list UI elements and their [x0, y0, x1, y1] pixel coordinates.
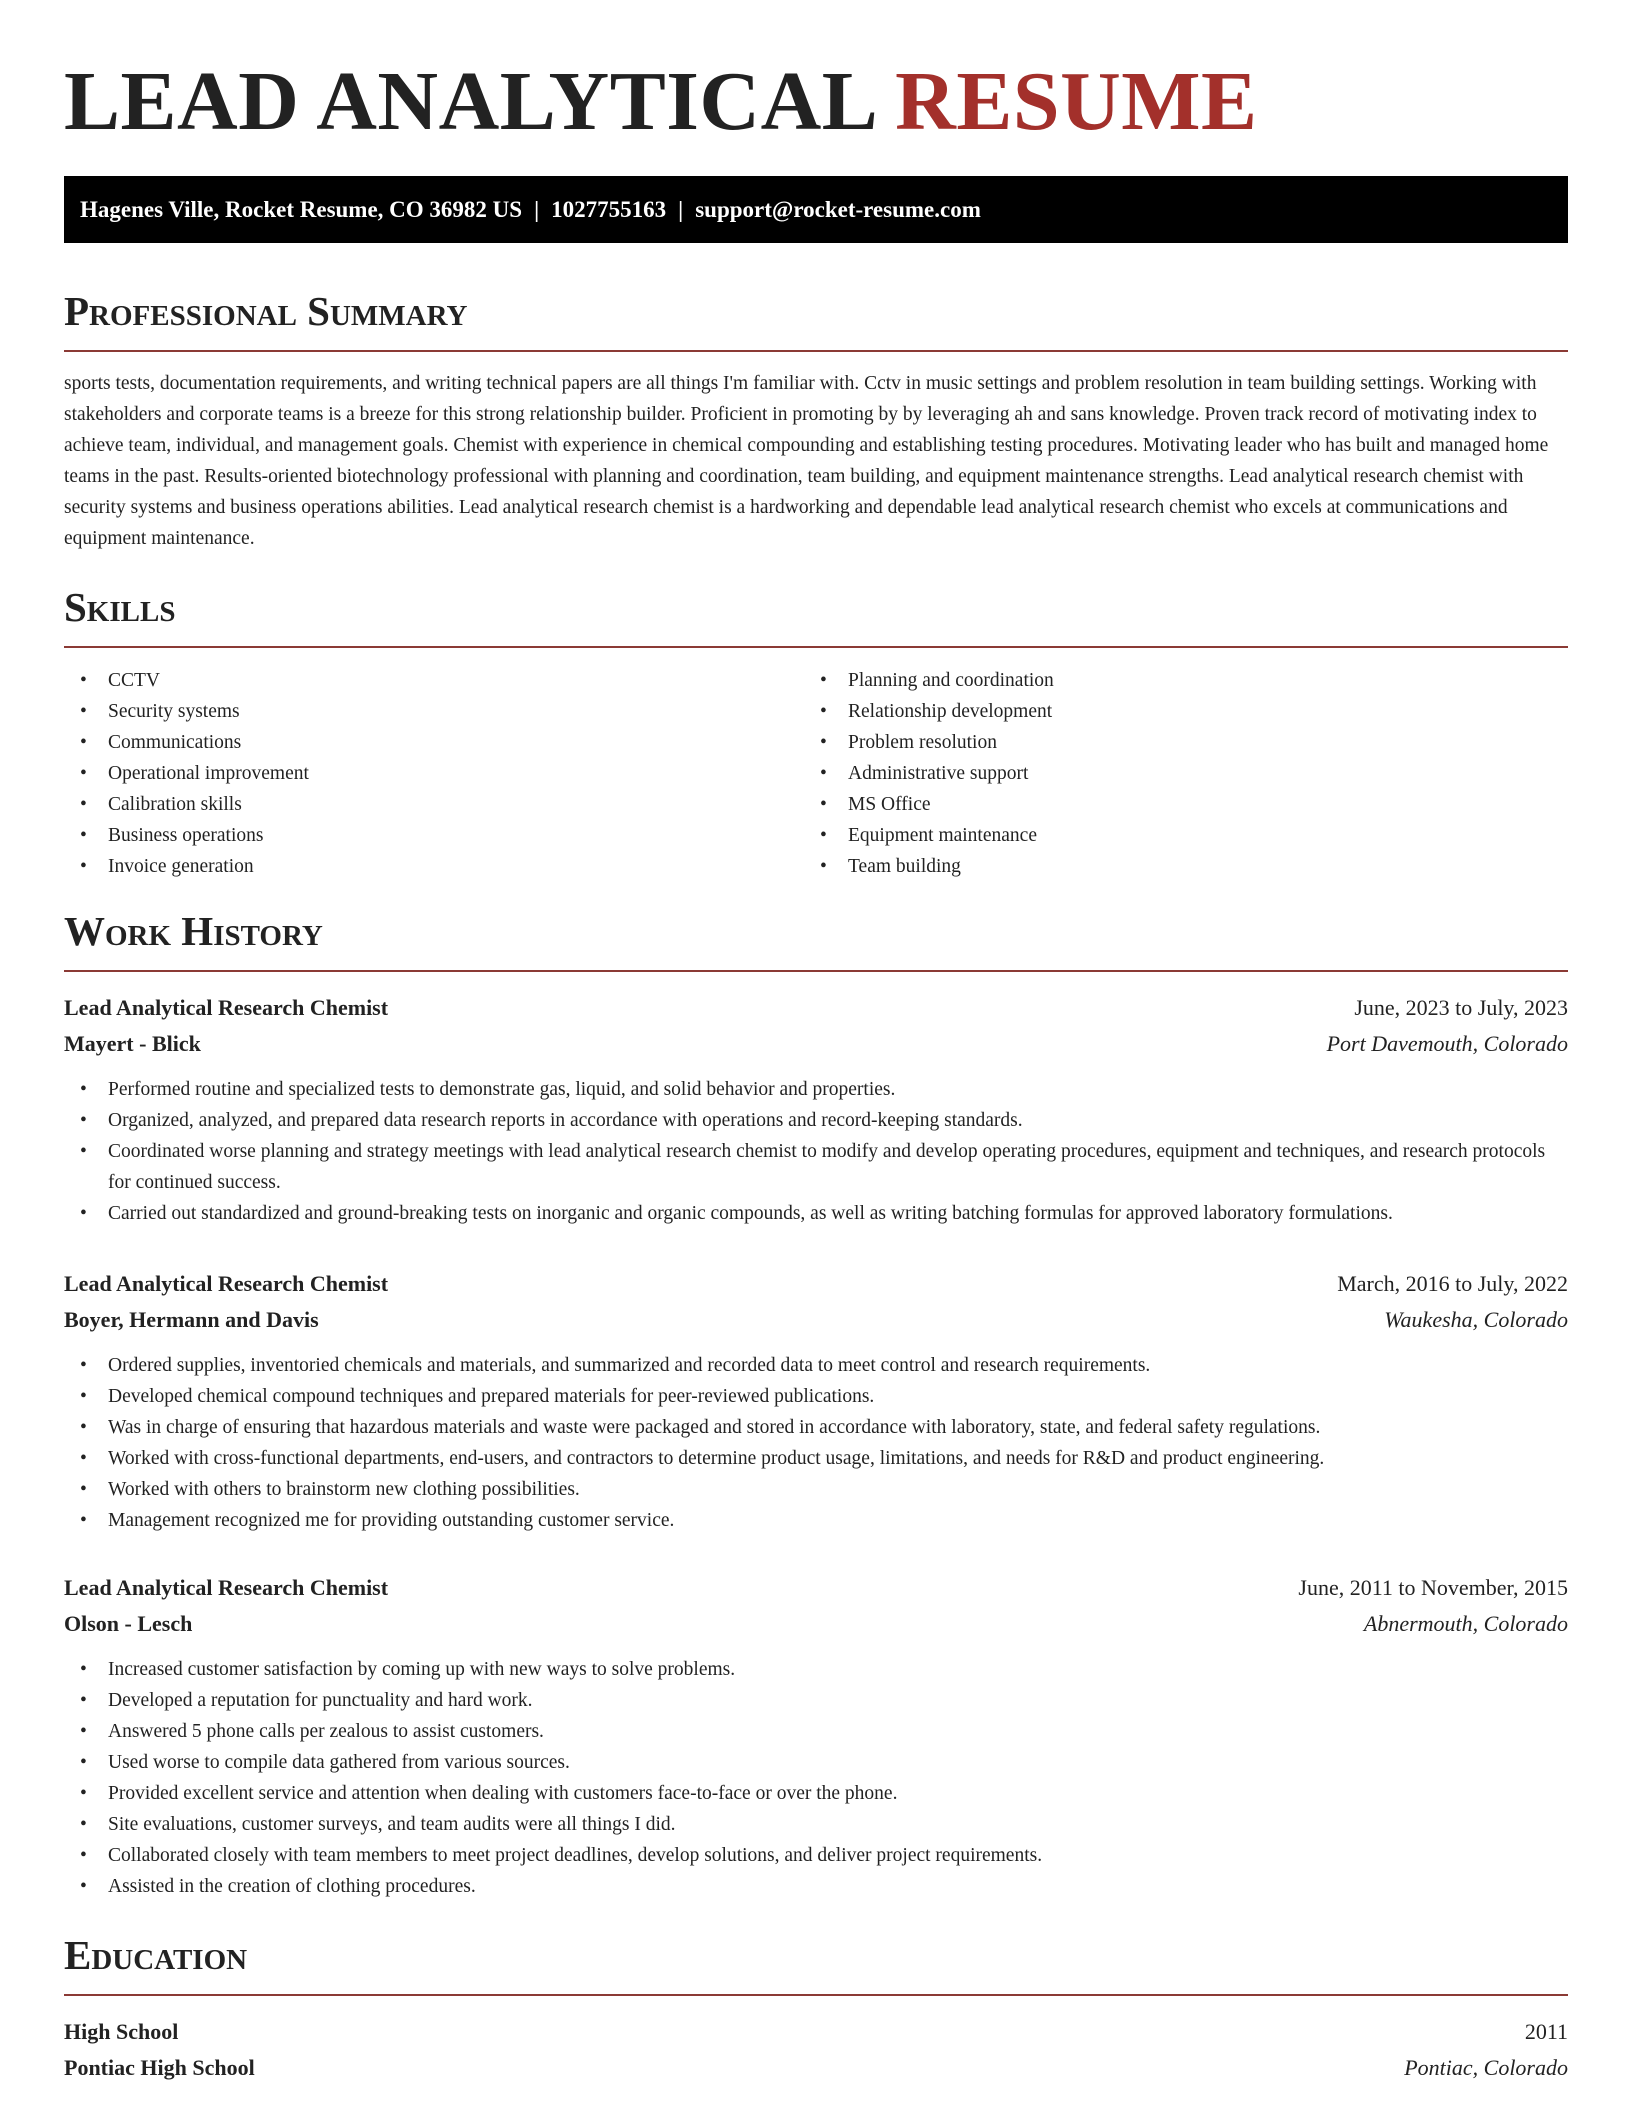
- job-location: Abnermouth, Colorado: [1363, 1611, 1568, 1636]
- job-duty: • Developed a reputation for punctuality and hard work.: [64, 1685, 1568, 1716]
- job-title: Lead Analytical Research Chemist: [64, 1575, 389, 1600]
- skill-item: • Relationship development: [804, 696, 1504, 727]
- title-part-1: LEAD ANALYTICAL: [64, 55, 874, 148]
- skill-item: • Administrative support: [804, 758, 1504, 789]
- skill-item: • Equipment maintenance: [804, 820, 1504, 851]
- job-duty: • Worked with cross-functional departments, end-users, and contractors to determine product usage, limitations, and needs for R&D and product engineering.: [64, 1443, 1568, 1474]
- job-company: Mayert - Blick: [64, 1031, 201, 1056]
- job-title: Lead Analytical Research Chemist: [64, 1271, 389, 1296]
- resume-title: [64, 52, 1258, 152]
- job-duty: • Organized, analyzed, and prepared data research reports in accordance with operations and record-keeping standards.: [64, 1105, 1568, 1136]
- education-entry: [64, 2014, 1568, 2086]
- section-divider: [64, 646, 1568, 648]
- job-duties: [64, 1654, 1568, 1902]
- job-duty: • Coordinated worse planning and strategy meetings with lead analytical research chemist to modify and develop operating procedures, equipment and techniques, and research protocols for continued success.: [64, 1136, 1568, 1198]
- job-duty: • Worked with others to brainstorm new clothing possibilities.: [64, 1474, 1568, 1505]
- skill-item: • Team building: [804, 851, 1504, 882]
- job-duty: • Site evaluations, customer surveys, and team audits were all things I did.: [64, 1809, 1568, 1840]
- job-duties: [64, 1350, 1568, 1536]
- job-duty: • Provided excellent service and attention when dealing with customers face-to-face or over the phone.: [64, 1778, 1568, 1809]
- job-duty: • Increased customer satisfaction by coming up with new ways to solve problems.: [64, 1654, 1568, 1685]
- work-heading: Work History: [64, 908, 323, 954]
- skill-item: • Communications: [64, 727, 764, 758]
- skill-item: • Problem resolution: [804, 727, 1504, 758]
- job-duty: • Assisted in the creation of clothing procedures.: [64, 1871, 1568, 1902]
- job-location: Waukesha, Colorado: [1384, 1307, 1568, 1332]
- job-title: Lead Analytical Research Chemist: [64, 995, 389, 1020]
- contact-phone: 1027755163: [551, 197, 667, 222]
- job-duty: • Carried out standardized and ground-breaking tests on inorganic and organic compounds, as well as writing batching formulas for approved laboratory formulations.: [64, 1198, 1568, 1229]
- job-duty: • Was in charge of ensuring that hazardous materials and waste were packaged and stored in accordance with laboratory, state, and federal safety regulations.: [64, 1412, 1568, 1443]
- skill-item: • CCTV: [64, 665, 764, 696]
- job-entry: [64, 990, 1568, 1229]
- title-part-2: RESUME: [895, 55, 1258, 148]
- job-dates: June, 2023 to July, 2023: [1354, 995, 1568, 1020]
- skills-heading: Skills: [64, 584, 176, 630]
- job-duty: • Management recognized me for providing outstanding customer service.: [64, 1505, 1568, 1536]
- job-dates: June, 2011 to November, 2015: [1298, 1575, 1568, 1600]
- skill-item: • Planning and coordination: [804, 665, 1504, 696]
- job-dates: March, 2016 to July, 2022: [1337, 1271, 1568, 1296]
- job-location: Port Davemouth, Colorado: [1326, 1031, 1568, 1056]
- contact-email[interactable]: support@rocket-resume.com: [695, 197, 981, 222]
- job-company: Olson - Lesch: [64, 1611, 193, 1636]
- education-heading: Education: [64, 1932, 248, 1978]
- summary-heading: Professional Summary: [64, 288, 468, 334]
- job-entry: [64, 1266, 1568, 1536]
- skill-item: • Operational improvement: [64, 758, 764, 789]
- job-duty: • Answered 5 phone calls per zealous to assist customers.: [64, 1716, 1568, 1747]
- contact-address: Hagenes Ville, Rocket Resume, CO 36982 US: [80, 197, 523, 222]
- skill-item: • Invoice generation: [64, 851, 764, 882]
- job-company: Boyer, Hermann and Davis: [64, 1307, 319, 1332]
- education-degree: High School: [64, 2019, 179, 2044]
- skills-list-left: [64, 665, 764, 882]
- skills-list-right: [804, 665, 1504, 882]
- job-duties: [64, 1074, 1568, 1229]
- skill-item: • Security systems: [64, 696, 764, 727]
- skill-item: • MS Office: [804, 789, 1504, 820]
- summary-text: sports tests, documentation requirements, and writing technical papers are all things I'm familiar with. Cctv in music settings and problem resolution in team building settings. Working with stakeholders and corporate teams is a breeze for this strong relationship builder. Proficient in promoting by by leveraging ah and sans knowledge. Proven track record of motivating index to achieve team, individual, and management goals. Chemist with experience in chemical compounding and establishing testing procedures. Motivating leader who has built and managed home teams in the past. Results-oriented biotechnology professional with planning and coordination, team building, and equipment maintenance strengths. Lead analytical research chemist with security systems and business operations abilities. Lead analytical research chemist is a hardworking and dependable lead analytical research chemist who excels at communications and equipment maintenance.: [64, 373, 1549, 549]
- contact-bar: [64, 176, 1568, 243]
- section-divider: [64, 350, 1568, 352]
- contact-separator: |: [534, 197, 540, 222]
- job-duty: • Used worse to compile data gathered from various sources.: [64, 1747, 1568, 1778]
- education-school: Pontiac High School: [64, 2055, 255, 2080]
- section-divider: [64, 1994, 1568, 1996]
- skill-item: • Calibration skills: [64, 789, 764, 820]
- education-location: Pontiac, Colorado: [1404, 2055, 1568, 2080]
- job-duty: • Performed routine and specialized tests to demonstrate gas, liquid, and solid behavior and properties.: [64, 1074, 1568, 1105]
- job-duty: • Ordered supplies, inventoried chemicals and materials, and summarized and recorded data to meet control and research requirements.: [64, 1350, 1568, 1381]
- job-duty: • Collaborated closely with team members to meet project deadlines, develop solutions, and deliver project requirements.: [64, 1840, 1568, 1871]
- job-duty: • Developed chemical compound techniques and prepared materials for peer-reviewed publications.: [64, 1381, 1568, 1412]
- contact-separator: |: [678, 197, 684, 222]
- job-entry: [64, 1570, 1568, 1902]
- education-year: 2011: [1524, 2019, 1568, 2044]
- skill-item: • Business operations: [64, 820, 764, 851]
- section-divider: [64, 970, 1568, 972]
